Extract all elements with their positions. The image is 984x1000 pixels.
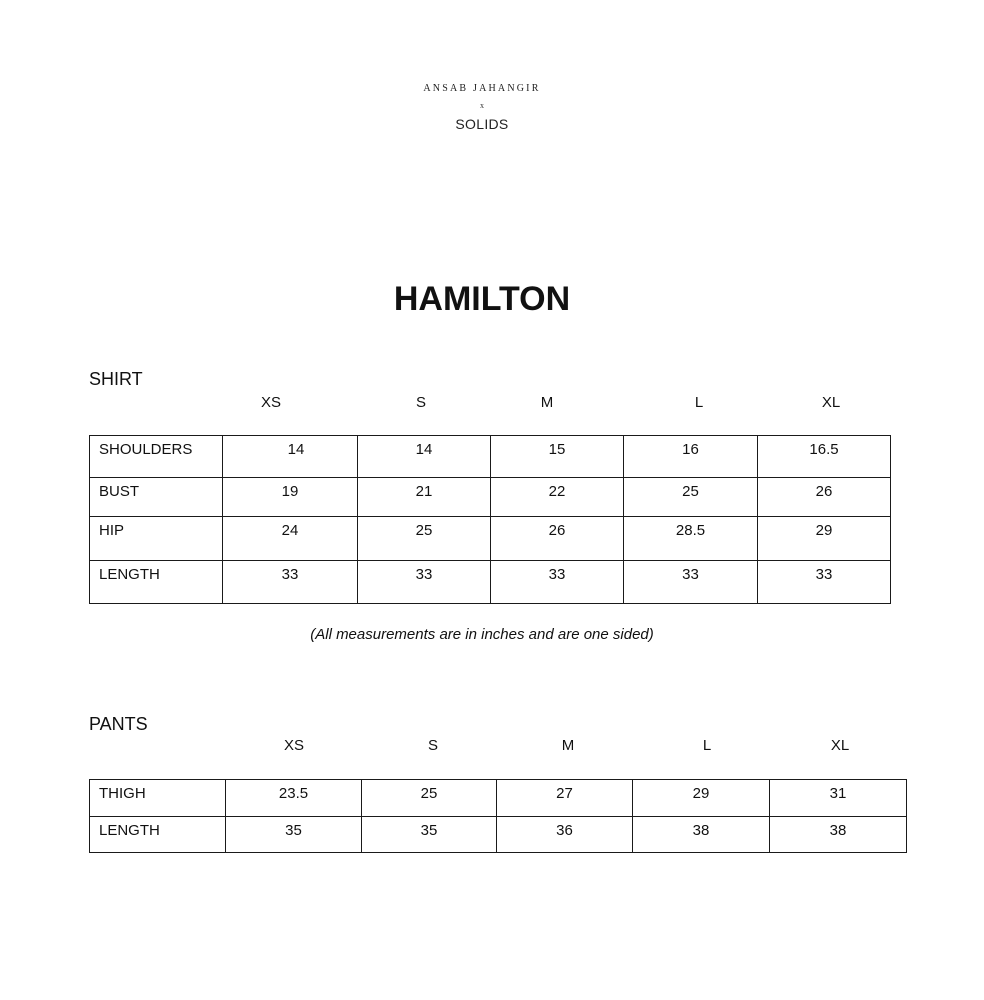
table-row (90, 817, 907, 853)
table-cell: 36 (497, 817, 633, 853)
table-cell: 23.5 (226, 780, 362, 817)
shirt-size-s: S (415, 394, 426, 411)
row-label-hip: HIP (90, 517, 223, 561)
table-cell: 22 (491, 478, 624, 517)
pants-size-table (89, 779, 907, 853)
table-cell: 29 (758, 517, 891, 561)
table-cell: 25 (624, 478, 758, 517)
pants-size-l: L (702, 737, 712, 754)
shirt-size-xs: XS (260, 394, 281, 411)
table-cell: 21 (358, 478, 491, 517)
table-cell: 26 (758, 478, 891, 517)
table-cell: 27 (497, 780, 633, 817)
brand-separator: x (480, 101, 484, 110)
table-cell: 35 (226, 817, 362, 853)
row-label-thigh: THIGH (90, 780, 226, 817)
shirt-size-xl: XL (821, 394, 841, 411)
table-cell: 29 (633, 780, 770, 817)
pants-size-xl: XL (830, 737, 850, 754)
shirt-size-l: L (694, 394, 704, 411)
table-cell: 28.5 (624, 517, 758, 561)
table-cell: 25 (358, 517, 491, 561)
table-cell: 26 (491, 517, 624, 561)
table-row (90, 517, 891, 561)
table-cell: 16.5 (758, 436, 891, 478)
table-row (90, 780, 907, 817)
table-cell: 15 (491, 436, 624, 478)
page-title: HAMILTON (393, 280, 571, 318)
brand-name: ANSAB JAHANGIR (423, 83, 541, 94)
table-cell: 35 (362, 817, 497, 853)
table-cell: 33 (758, 561, 891, 604)
table-cell: 14 (223, 436, 358, 478)
row-label-shoulders: SHOULDERS (90, 436, 223, 478)
pants-size-xs: XS (283, 737, 304, 754)
table-row (90, 436, 891, 478)
row-label-bust: BUST (90, 478, 223, 517)
table-row (90, 478, 891, 517)
shirt-section-label: SHIRT (89, 369, 143, 389)
table-cell: 38 (633, 817, 770, 853)
pants-size-m: M (561, 737, 575, 754)
row-label-length: LENGTH (90, 817, 226, 853)
row-label-length: LENGTH (90, 561, 223, 604)
table-cell: 33 (491, 561, 624, 604)
table-cell: 33 (223, 561, 358, 604)
table-cell: 33 (358, 561, 491, 604)
table-row (90, 561, 891, 604)
pants-size-s: S (427, 737, 438, 754)
table-cell: 24 (223, 517, 358, 561)
table-cell: 16 (624, 436, 758, 478)
brand-collab-name: SOLIDS (455, 116, 509, 132)
table-cell: 31 (770, 780, 907, 817)
table-cell: 38 (770, 817, 907, 853)
table-cell: 14 (358, 436, 491, 478)
table-cell: 25 (362, 780, 497, 817)
shirt-size-table (89, 435, 891, 604)
table-cell: 33 (624, 561, 758, 604)
table-cell: 19 (223, 478, 358, 517)
shirt-size-m: M (540, 394, 554, 411)
measurement-note: (All measurements are in inches and are one sided) (310, 626, 654, 643)
pants-section-label: PANTS (89, 714, 148, 734)
